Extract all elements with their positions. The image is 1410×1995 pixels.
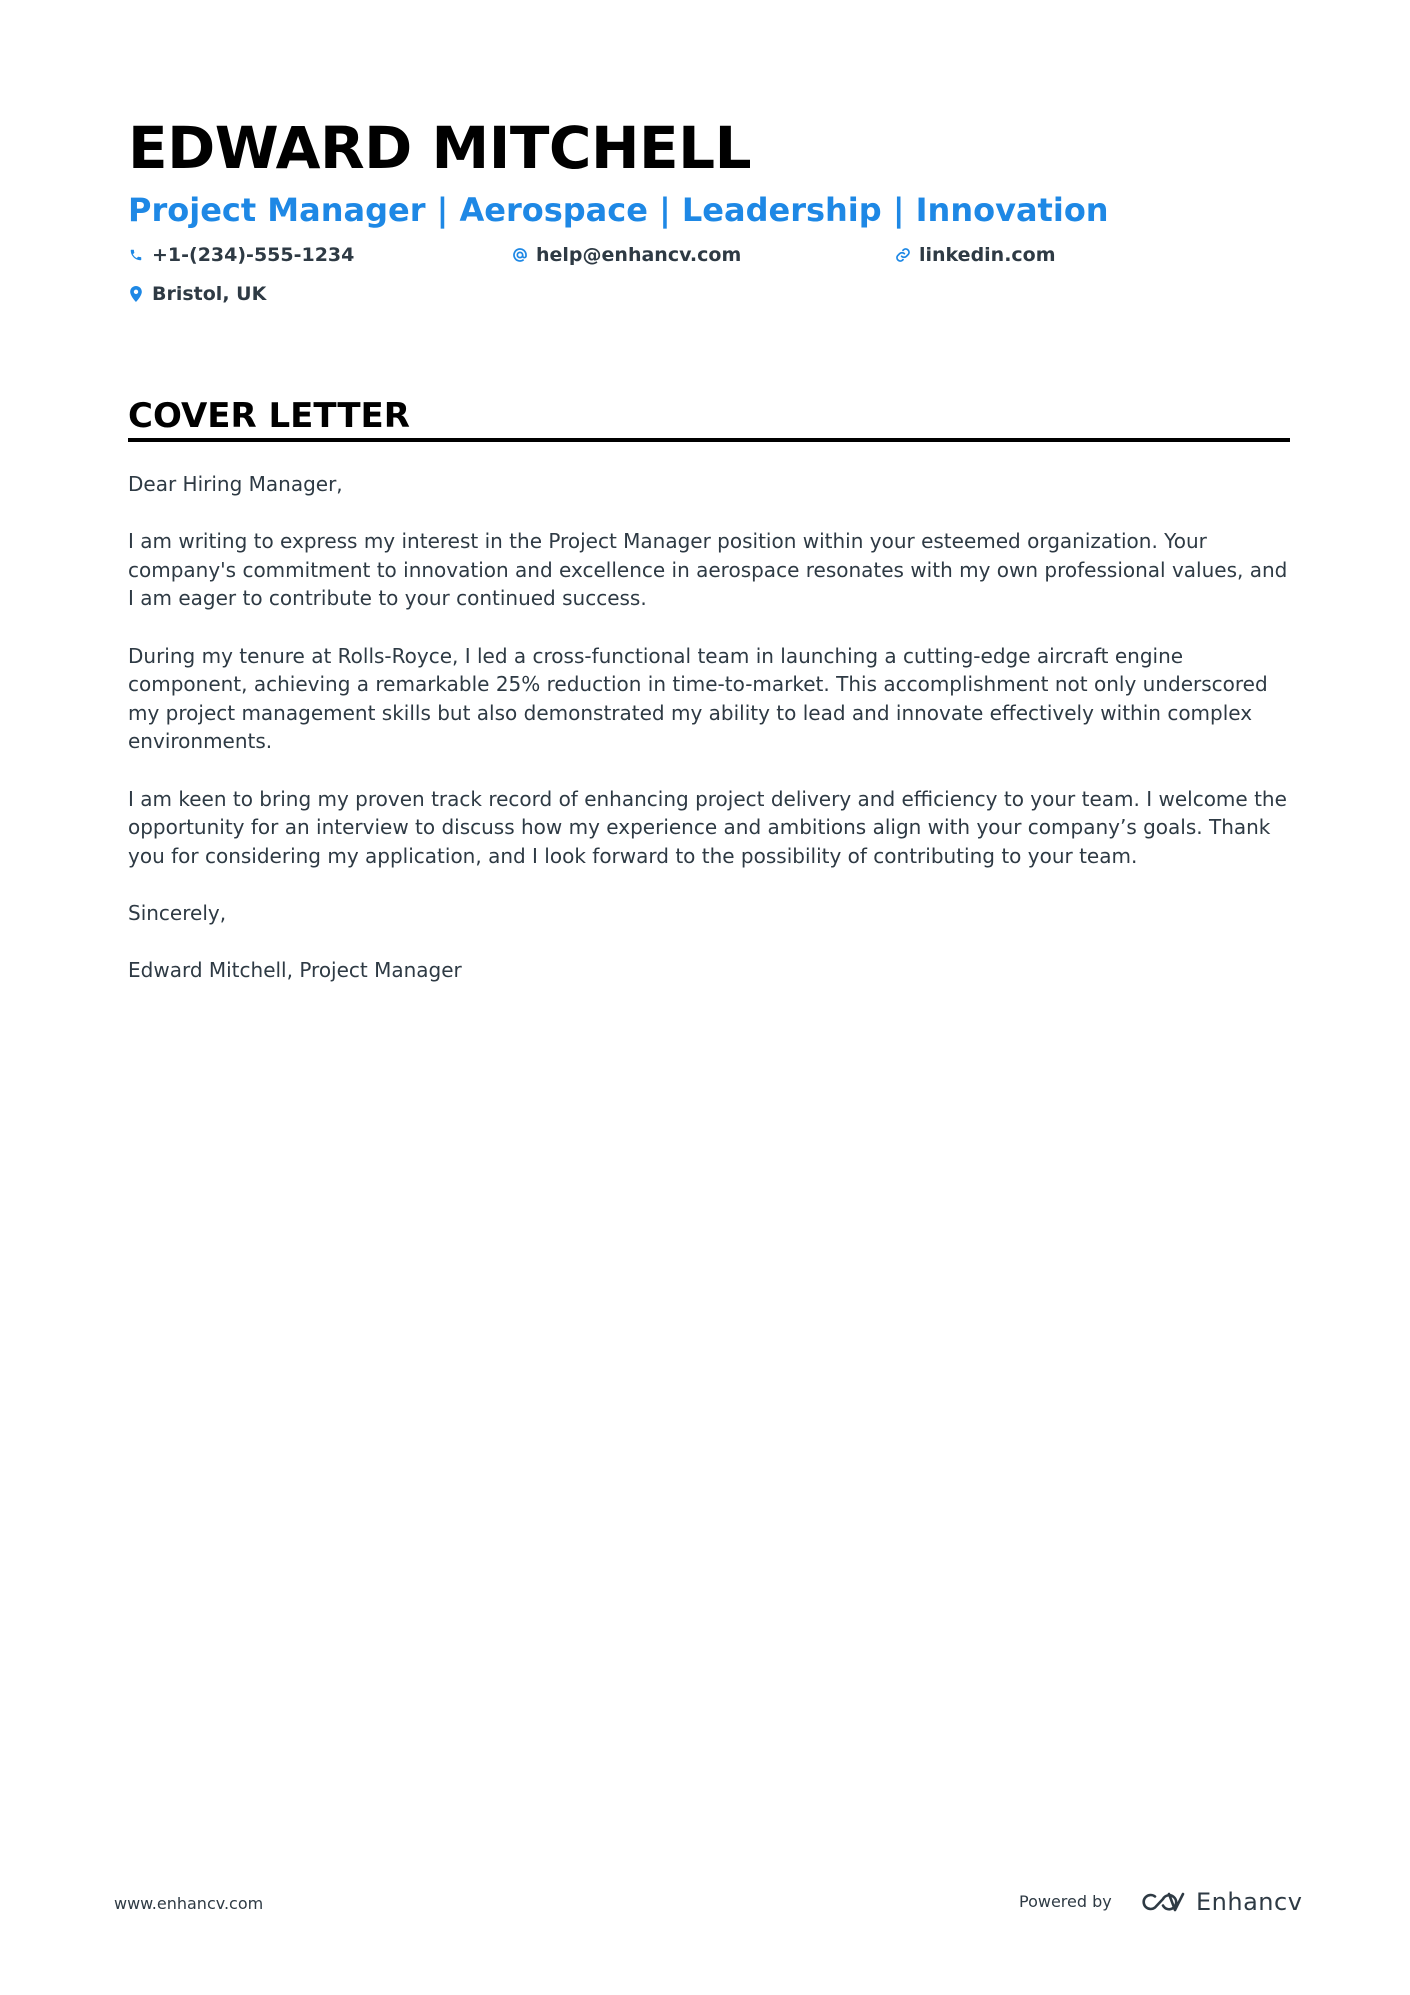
contact-email [512, 241, 741, 269]
candidate-headline: Project Manager | Aerospace | Leadership | Innovation [128, 191, 1109, 229]
letter-body [128, 470, 1293, 1013]
contact-email-text[interactable]: help@enhancv.com [536, 244, 742, 266]
contact-phone-text: +1-(234)-555-1234 [152, 244, 355, 266]
letter-salutation: Dear Hiring Manager, [128, 472, 343, 496]
section-title: COVER LETTER [128, 396, 410, 436]
candidate-name: EDWARD MITCHELL [128, 114, 752, 182]
letter-signature: Edward Mitchell, Project Manager [128, 958, 462, 983]
brand-logo [1138, 1884, 1302, 1920]
letter-paragraph: I am keen to bring my proven track record of enhancing project delivery and efficiency to your team. I welcome the opportunity for an interview to discuss how my experience and ambitions align with your company’s goals. Thank you for considering my application, and I look forward to the possibility of contributing to your team. [128, 786, 1287, 868]
phone-icon [128, 245, 144, 265]
contact-location [128, 280, 266, 308]
brand-name: Enhancv [1196, 1888, 1303, 1916]
contact-link-text[interactable]: linkedin.com [919, 244, 1056, 266]
link-icon [895, 245, 911, 265]
contact-phone [128, 241, 354, 269]
letter-closing: Sincerely, [128, 900, 227, 925]
letter-paragraph: I am writing to express my interest in the Project Manager position within your esteemed organization. Your company's commitment to innovation and excellence in aerospace resonates with my own professional values, and I am eager to contribute to your continued success. [128, 529, 1288, 611]
contact-link [895, 241, 1056, 269]
letter-paragraph: During my tenure at Rolls-Royce, I led a cross-functional team in launching a cutting-edge aircraft engine component, achieving a remarkable 25% reduction in time-to-market. This accomplishment not only underscored my project management skills but also demonstrated my ability to lead and innovate effectively within complex environments. [128, 643, 1268, 754]
contact-location-text: Bristol, UK [152, 283, 267, 305]
footer-url[interactable]: www.enhancv.com [114, 1894, 264, 1913]
section-divider [128, 438, 1290, 442]
at-icon [512, 245, 528, 265]
map-pin-icon [128, 284, 144, 304]
enhancv-logo-icon [1138, 1888, 1186, 1916]
powered-by-label: Powered by [1019, 1892, 1112, 1911]
